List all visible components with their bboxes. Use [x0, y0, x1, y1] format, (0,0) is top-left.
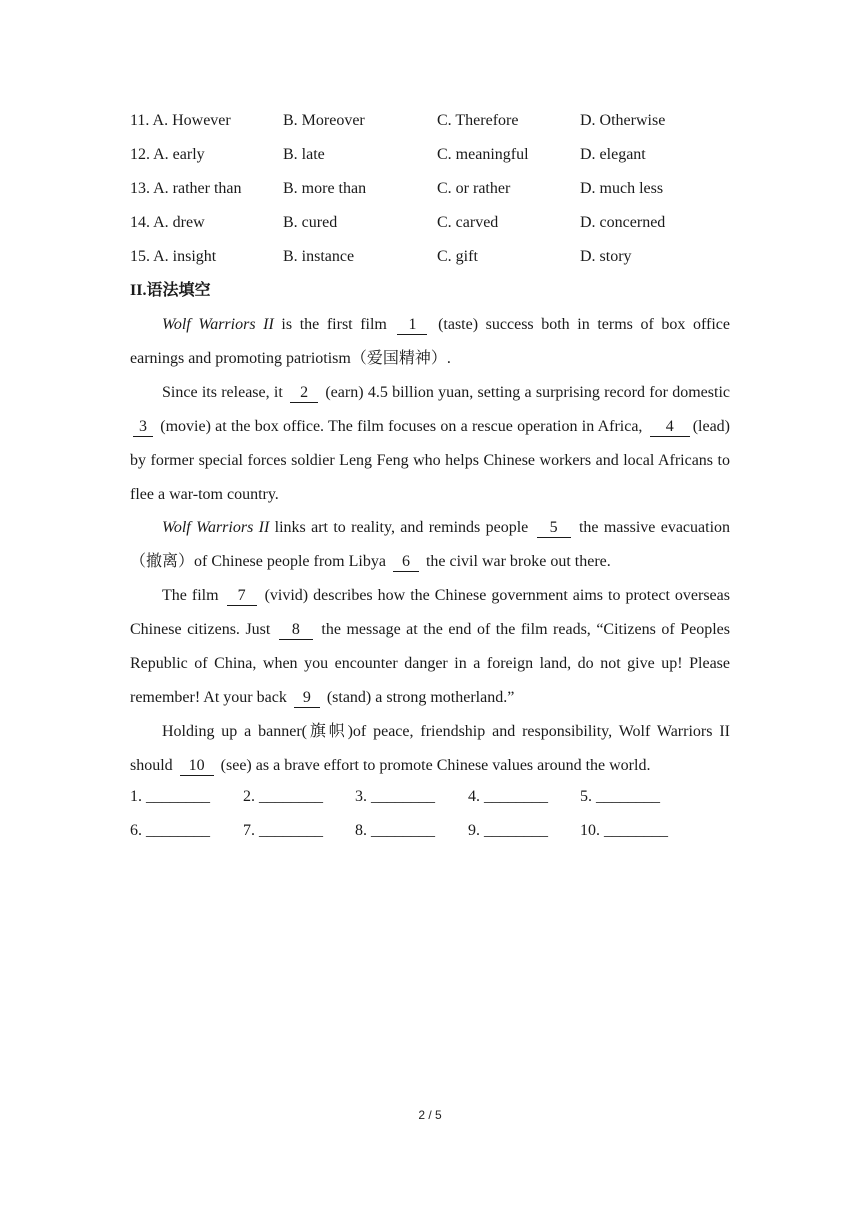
blank-8[interactable]: 8	[279, 621, 313, 640]
section-title: II.语法填空	[130, 282, 211, 299]
answer-line-2[interactable]: 2. ________	[243, 788, 323, 805]
paragraph-3	[130, 511, 730, 579]
option-a: 15. A. insight	[130, 248, 217, 265]
option-c: C. Therefore	[437, 112, 519, 129]
blank-7[interactable]: 7	[227, 587, 257, 606]
answer-line-10[interactable]: 10. ________	[580, 822, 668, 839]
passage-text: Since its release, it	[162, 383, 288, 401]
paragraph-2	[130, 376, 730, 512]
option-b: B. instance	[283, 248, 355, 265]
passage-text: (earn) 4.5 billion yuan, setting a surprising record for domestic	[321, 383, 730, 401]
passage-text: links art to reality, and reminds people	[269, 519, 534, 537]
film-title: Wolf Warriors II	[162, 519, 270, 537]
passage-text: (vivid) describes how the Chinese government aims to protect overseas Chinese citizens. Just	[130, 587, 730, 639]
answer-line-4[interactable]: 4. ________	[468, 788, 548, 805]
passage-text: the massive evacuation（撤离）of Chinese people from Libya	[130, 519, 731, 571]
passage-text: (taste) success both in terms of box office earnings and promoting patriotism（爱国精神）.	[130, 316, 731, 367]
blank-1[interactable]: 1	[397, 316, 427, 335]
option-c: C. or rather	[437, 180, 511, 197]
answer-line-8[interactable]: 8. ________	[355, 822, 435, 839]
page-number: 2 / 5	[418, 1108, 442, 1122]
blank-4[interactable]: 4	[650, 418, 690, 437]
option-a: 11. A. However	[130, 112, 231, 129]
option-b: B. more than	[283, 180, 367, 197]
option-d: D. elegant	[580, 146, 646, 163]
passage-text: the message at the end of the film reads, “Citizens of Peoples Republic of China, when you encounter danger in a foreign land, do not give up! Please remember! At your back	[130, 621, 730, 706]
option-c: C. meaningful	[437, 146, 529, 163]
answer-line-5[interactable]: 5. ________	[580, 788, 660, 805]
answer-line-6[interactable]: 6. ________	[130, 822, 210, 839]
paragraph-4	[130, 579, 730, 715]
option-b: B. Moreover	[283, 112, 365, 129]
answer-line-9[interactable]: 9. ________	[468, 822, 548, 839]
blank-6[interactable]: 6	[393, 553, 419, 572]
blank-2[interactable]: 2	[290, 384, 318, 403]
option-c: C. gift	[437, 248, 478, 265]
paragraph-1	[130, 308, 730, 376]
option-d: D. concerned	[580, 214, 666, 231]
film-title: Wolf Warriors II	[162, 316, 274, 333]
option-a: 14. A. drew	[130, 214, 205, 231]
option-a: 13. A. rather than	[130, 180, 242, 197]
passage-text: Holding up a banner(旗帜)of peace, friendship and responsibility, Wolf Warriors II should	[130, 722, 730, 774]
option-d: D. story	[580, 248, 632, 265]
passage-text: (lead) by former special forces soldier Leng Feng who helps Chinese workers and local Africans to flee a war-tom country.	[130, 417, 730, 503]
answer-line-7[interactable]: 7. ________	[243, 822, 323, 839]
answer-line-1[interactable]: 1. ________	[130, 788, 210, 805]
cloze-passage	[130, 308, 730, 783]
blank-10[interactable]: 10	[180, 757, 214, 776]
passage-text: (movie) at the box office. The film focuses on a rescue operation in Africa,	[156, 417, 647, 435]
passage-text: (see) as a brave effort to promote Chinese values around the world.	[216, 756, 651, 774]
passage-text: (stand) a strong motherland.”	[322, 688, 515, 706]
option-c: C. carved	[437, 214, 499, 231]
option-a: 12. A. early	[130, 146, 205, 163]
blank-3[interactable]: 3	[133, 418, 153, 437]
option-d: D. much less	[580, 180, 664, 197]
blank-5[interactable]: 5	[537, 519, 571, 538]
passage-text: is the first film	[273, 316, 395, 333]
blank-9[interactable]: 9	[294, 689, 320, 708]
passage-text: The film	[162, 587, 224, 605]
answer-line-3[interactable]: 3. ________	[355, 788, 435, 805]
option-b: B. cured	[283, 214, 338, 231]
paragraph-5	[130, 715, 730, 783]
passage-text: the civil war broke out there.	[421, 553, 611, 571]
option-d: D. Otherwise	[580, 112, 666, 129]
option-b: B. late	[283, 146, 325, 163]
